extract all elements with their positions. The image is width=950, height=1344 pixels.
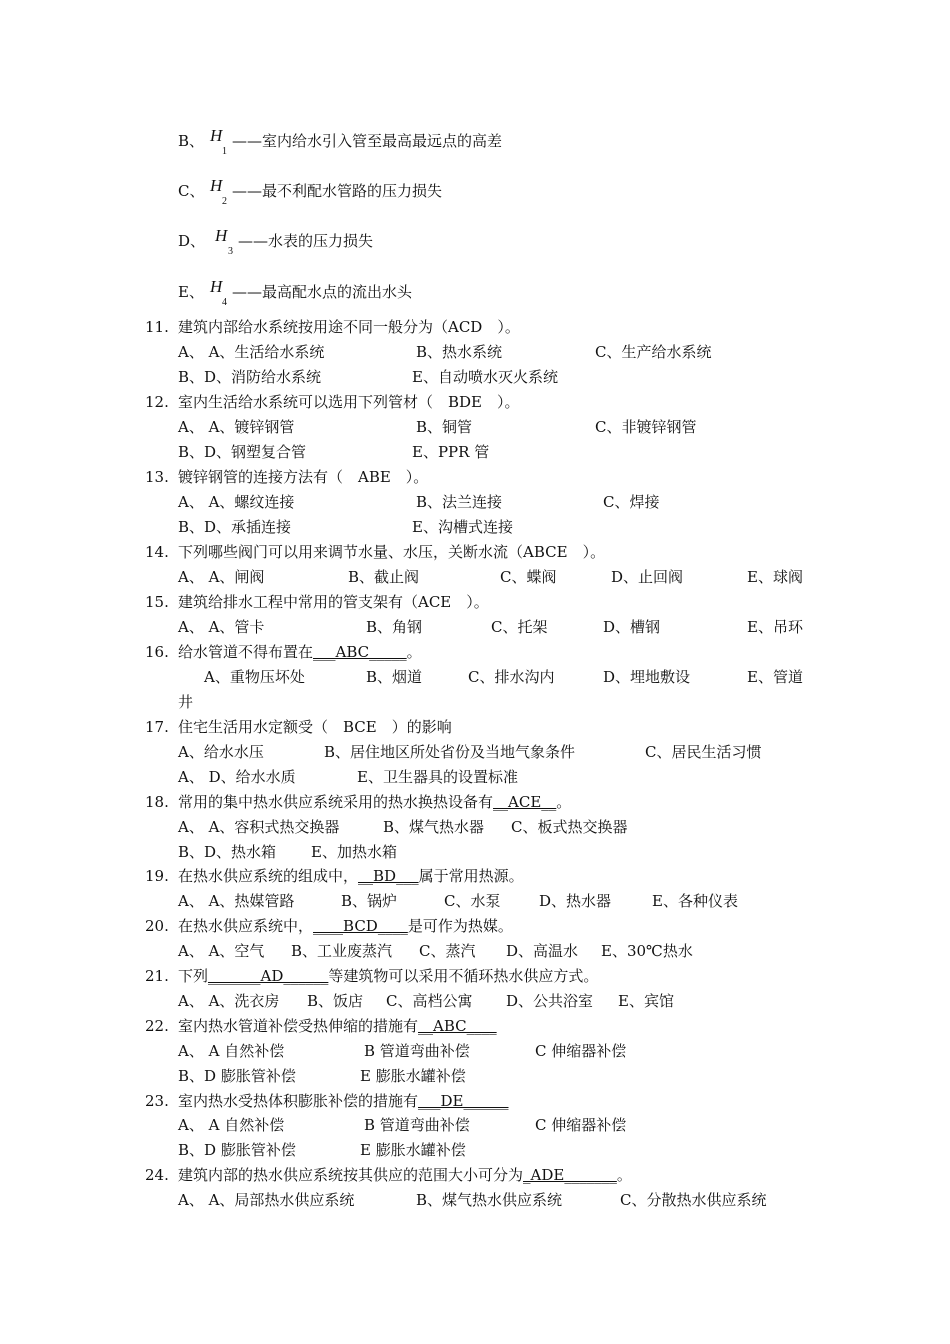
option: C、蝶阀 <box>500 568 557 586</box>
option: E、宾馆 <box>618 992 674 1010</box>
question-text: 建筑内部给水系统按用途不同一般分为（ACD ）。 <box>178 318 520 336</box>
option: E、管道 <box>747 668 803 686</box>
question-number: 14. <box>145 543 169 561</box>
answer-blank: ____BCD____ <box>313 917 408 935</box>
option: A、 A 自然补偿 <box>178 1042 285 1060</box>
option: B、饭店 <box>307 992 364 1010</box>
option: A、 A、容积式热交换器 <box>178 818 340 836</box>
option: B 管道弯曲补偿 <box>364 1042 470 1060</box>
question-number: 20. <box>145 917 169 935</box>
question-number: 22. <box>145 1017 169 1035</box>
question-text: 住宅生活用水定额受（ BCE ）的影响 <box>178 718 452 736</box>
question-text: 下列_______AD______等建筑物可以采用不循环热水供应方式。 <box>178 967 599 985</box>
option: E、卫生器具的设置标准 <box>357 768 518 786</box>
option: E、PPR 管 <box>412 443 490 461</box>
option: B、角钢 <box>366 618 423 636</box>
option: E、吊环 <box>747 618 803 636</box>
option: B、铜管 <box>416 418 473 436</box>
question-number: 21. <box>145 967 169 985</box>
answer-blank: ___DE______ <box>418 1092 509 1110</box>
question-text: 在热水供应系统的组成中，__BD___属于常用热源。 <box>178 867 524 885</box>
option: A、 A、镀锌钢管 <box>178 418 295 436</box>
answer-blank: __ABC____ <box>418 1017 497 1035</box>
question-number: 17. <box>145 718 169 736</box>
h-subscript: 1 <box>222 146 227 157</box>
h-subscript: 2 <box>222 196 227 207</box>
option: C、焊接 <box>603 493 660 511</box>
question-text: 室内热水受热体积膨胀补偿的措施有___DE______ <box>178 1092 509 1110</box>
h-subscript: 4 <box>222 297 227 308</box>
option: D、止回阀 <box>611 568 684 586</box>
question-number: 23. <box>145 1092 169 1110</box>
option: E、自动喷水灭火系统 <box>412 368 558 386</box>
option: B、居住地区所处省份及当地气象条件 <box>324 743 576 761</box>
option: A、 A、闸阀 <box>178 568 265 586</box>
option: C、托架 <box>491 618 548 636</box>
option: A、 A 自然补偿 <box>178 1116 285 1134</box>
question-number: 12. <box>145 393 169 411</box>
option: B、锅炉 <box>341 892 398 910</box>
question-text: 室内生活给水系统可以选用下列管材（ BDE ）。 <box>178 393 520 411</box>
option: E 膨胀水罐补偿 <box>360 1067 466 1085</box>
h-subscript: 3 <box>228 246 233 257</box>
option: C、水泵 <box>444 892 501 910</box>
option: C 伸缩器补偿 <box>535 1116 627 1134</box>
option: B、D、消防给水系统 <box>178 368 322 386</box>
option: B、工业废蒸汽 <box>291 942 393 960</box>
question-number: 24. <box>145 1166 169 1184</box>
option: C、高档公寓 <box>386 992 473 1010</box>
question-number: 16. <box>145 643 169 661</box>
option: B、D 膨胀管补偿 <box>178 1067 296 1085</box>
option: C、非镀锌钢管 <box>595 418 697 436</box>
question-number: 18. <box>145 793 169 811</box>
option: B、法兰连接 <box>416 493 503 511</box>
h-symbol: H <box>210 126 223 145</box>
option: A、 A、螺纹连接 <box>178 493 295 511</box>
option: D、高温水 <box>506 942 579 960</box>
option: A、 A、管卡 <box>178 618 265 636</box>
option: B、截止阀 <box>348 568 420 586</box>
answer-blank: _ADE_______ <box>523 1166 617 1184</box>
option: B、煤气热水供应系统 <box>416 1191 563 1209</box>
option: E、球阀 <box>747 568 803 586</box>
option: C、居民生活习惯 <box>645 743 762 761</box>
option: E、沟槽式连接 <box>412 518 513 536</box>
option: A、 A、空气 <box>178 942 265 960</box>
option: B、烟道 <box>366 668 423 686</box>
question-number: 15. <box>145 593 169 611</box>
h-symbol: H <box>210 277 223 296</box>
option: B、煤气热水器 <box>383 818 485 836</box>
option: B、D、热水箱 <box>178 843 277 861</box>
answer-blank: __ACE__ <box>493 793 557 811</box>
question-text: 建筑内部的热水供应系统按其供应的范围大小可分为_ADE_______。 <box>178 1166 632 1184</box>
option: E、30℃热水 <box>601 942 693 960</box>
option: A、 A、局部热水供应系统 <box>178 1191 355 1209</box>
answer-blank: __BD___ <box>358 867 419 885</box>
question-number: 19. <box>145 867 169 885</box>
option: B、D、钢塑复合管 <box>178 443 307 461</box>
question-text: 在热水供应系统中，____BCD____是可作为热媒。 <box>178 917 513 935</box>
option: D、埋地敷设 <box>603 668 691 686</box>
answer-blank: _______AD______ <box>208 967 329 985</box>
option: D、公共浴室 <box>506 992 594 1010</box>
question-text: 镀锌钢管的连接方法有（ ABE ）。 <box>178 468 429 486</box>
option: C、生产给水系统 <box>595 343 712 361</box>
question-text: 给水管道不得布置在___ABC_____。 <box>178 643 422 661</box>
option: A、重物压坏处 <box>204 668 305 686</box>
option: A、给水水压 <box>178 743 264 761</box>
question-text: 室内热水管道补偿受热伸缩的措施有__ABC____ <box>178 1017 497 1035</box>
option: C 伸缩器补偿 <box>535 1042 627 1060</box>
option: D、槽钢 <box>603 618 661 636</box>
question-number: 11. <box>145 318 169 336</box>
option: B 管道弯曲补偿 <box>364 1116 470 1134</box>
h-symbol: H <box>210 176 223 195</box>
question-number: 13. <box>145 468 169 486</box>
option: C、板式热交换器 <box>511 818 628 836</box>
option: A、 A、洗衣房 <box>178 992 280 1010</box>
option: E 膨胀水罐补偿 <box>360 1141 466 1159</box>
option: E、各种仪表 <box>652 892 738 910</box>
option-wrap: 井 <box>178 693 194 711</box>
option: B、D 膨胀管补偿 <box>178 1141 296 1159</box>
option: A、 D、给水水质 <box>178 768 296 786</box>
option: C、排水沟内 <box>468 668 555 686</box>
question-text: 下列哪些阀门可以用来调节水量、水压，关断水流（ABCE ）。 <box>178 543 606 561</box>
option: E、加热水箱 <box>311 843 397 861</box>
h-symbol: H <box>215 226 228 245</box>
option: B、热水系统 <box>416 343 503 361</box>
option: C、分散热水供应系统 <box>620 1191 767 1209</box>
question-text: 建筑给排水工程中常用的管支架有（ACE ）。 <box>178 593 489 611</box>
answer-blank: ___ABC_____ <box>313 643 407 661</box>
option: A、 A、热媒管路 <box>178 892 295 910</box>
option: A、 A、生活给水系统 <box>178 343 325 361</box>
option: C、蒸汽 <box>419 942 476 960</box>
option: D、热水器 <box>539 892 612 910</box>
question-text: 常用的集中热水供应系统采用的热水换热设备有__ACE__。 <box>178 793 572 811</box>
option: B、D、承插连接 <box>178 518 292 536</box>
